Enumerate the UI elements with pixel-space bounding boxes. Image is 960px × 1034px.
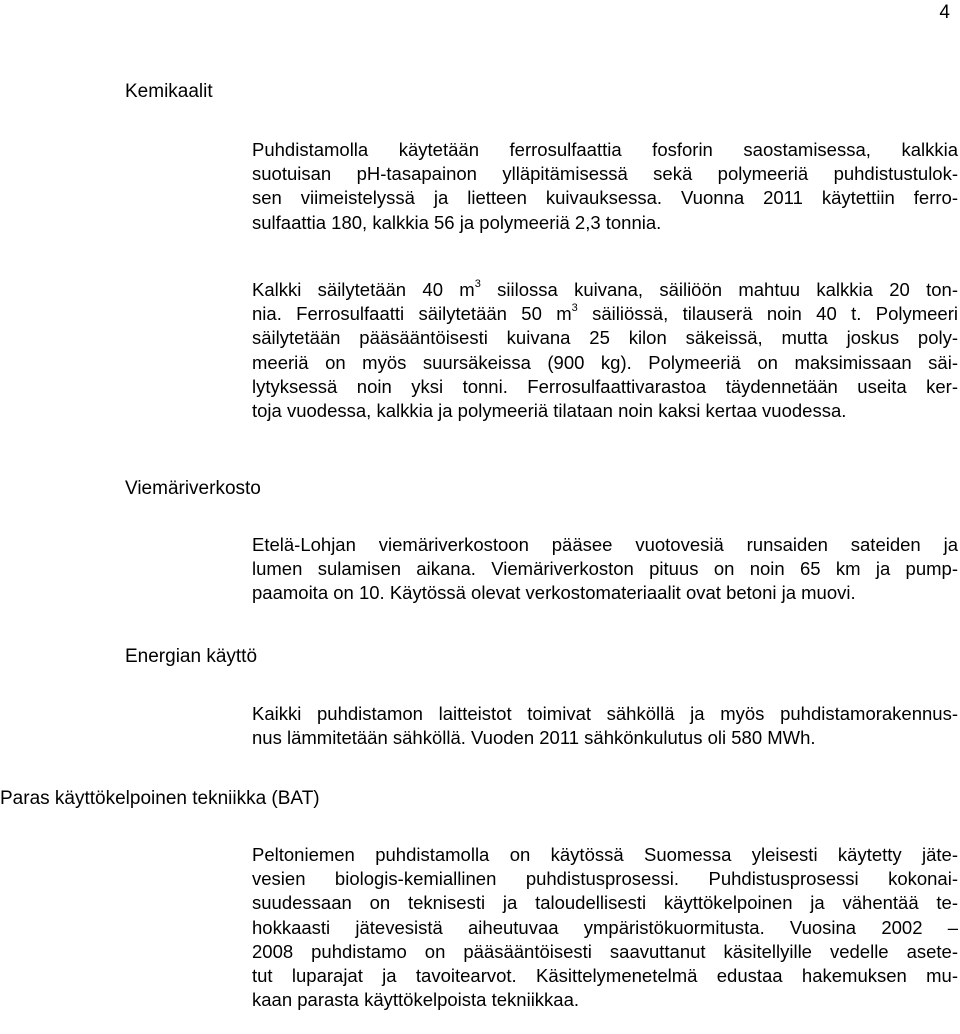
text-line: Kaikki puhdistamon laitteistot toimivat sähköllä ja myös puhdistamorakennus- [252,703,958,724]
text-line: Puhdistamolla käytetään ferrosulfaattia fosforin saostamisessa, kalkkia [252,139,958,160]
text-segment: siilossa kuivana, säiliöön mahtuu kalkkia 20 ton- [480,279,958,300]
text-line: nus lämmitetään sähköllä. Vuoden 2011 sähkönkulutus oli 580 MWh. [252,727,816,749]
text-line: meeriä on myös suursäkeissa (900 kg). Polymeeriä on maksimissaan säi- [252,351,958,373]
text-segment: nia. Ferrosulfaatti säilytetään 50 m [252,303,572,325]
text-line: hokkaasti jätevesistä aiheutuvaa ympäristökuormitusta. Vuosina 2002 – [252,916,958,938]
text-line: Peltoniemen puhdistamolla on käytössä Suomessa yleisesti käytetty jäte- [252,844,958,865]
text-line: vesien biologis-kemiallinen puhdistusprosessi. Puhdistusprosessi kokonai- [252,868,958,890]
text-line: tut luparajat ja tavoitearvot. Käsittelymenetelmä edustaa hakemuksen mu- [252,965,958,987]
text-line: sen viimeistelyssä ja lietteen kuivauksessa. Vuonna 2011 käytettiin ferro- [252,187,958,209]
text-line: sulfaattia 180, kalkkia 56 ja polymeeriä 2,3 tonnia. [252,211,662,233]
section-heading-kemikaalit: Kemikaalit [125,81,213,102]
text-line: toja vuodessa, kalkkia ja polymeeriä tilataan noin kaksi kertaa vuodessa. [252,400,847,422]
text-line [252,302,958,326]
paragraph-kemikaalit-storage [252,278,958,423]
paragraph-kemikaalit-usage [252,138,958,235]
paragraph-bat [252,843,958,1012]
paragraph-energia [252,702,958,750]
text-line: lytyksessä noin yksi tonni. Ferrosulfaattivarastoa täydennetään useita ker- [252,375,958,397]
text-line: säilytetään pääsääntöisesti kuivana 25 kilon säkeissä, mutta joskus poly- [252,327,958,349]
text-line: lumen sulamisen aikana. Viemäriverkoston pituus on noin 65 km ja pump- [252,558,958,580]
superscript: 3 [474,278,481,290]
text-line [252,278,958,302]
text-line: suudessaan on teknisesti ja taloudellisesti käyttökelpoinen ja vähentää te- [252,892,958,914]
page-number: 4 [939,2,950,23]
text-line: paamoita on 10. Käytössä olevat verkostomateriaalit ovat betoni ja muovi. [252,582,856,604]
paragraph-viemariverkosto [252,533,958,606]
text-line: 2008 puhdistamo on pääsääntöisesti saavuttanut käsitellyille vedelle asete- [252,940,958,962]
text-line: kaan parasta käyttökelpoista tekniikkaa. [252,989,580,1011]
text-segment: Kalkki säilytetään 40 m [252,279,475,300]
section-heading-viemariverkosto: Viemäriverkosto [125,478,261,499]
text-segment: säiliössä, tilauserä noin 40 t. Polymeeri [577,303,958,325]
section-heading-bat: Paras käyttökelpoinen tekniikka (BAT) [0,788,320,809]
section-heading-energia: Energian käyttö [125,646,258,667]
text-line: suotuisan pH-tasapainon ylläpitämisessä sekä polymeeriä puhdistustulok- [252,163,958,185]
text-line: Etelä-Lohjan viemäriverkostoon pääsee vuotovesiä runsaiden sateiden ja [252,534,958,555]
superscript: 3 [571,302,578,315]
